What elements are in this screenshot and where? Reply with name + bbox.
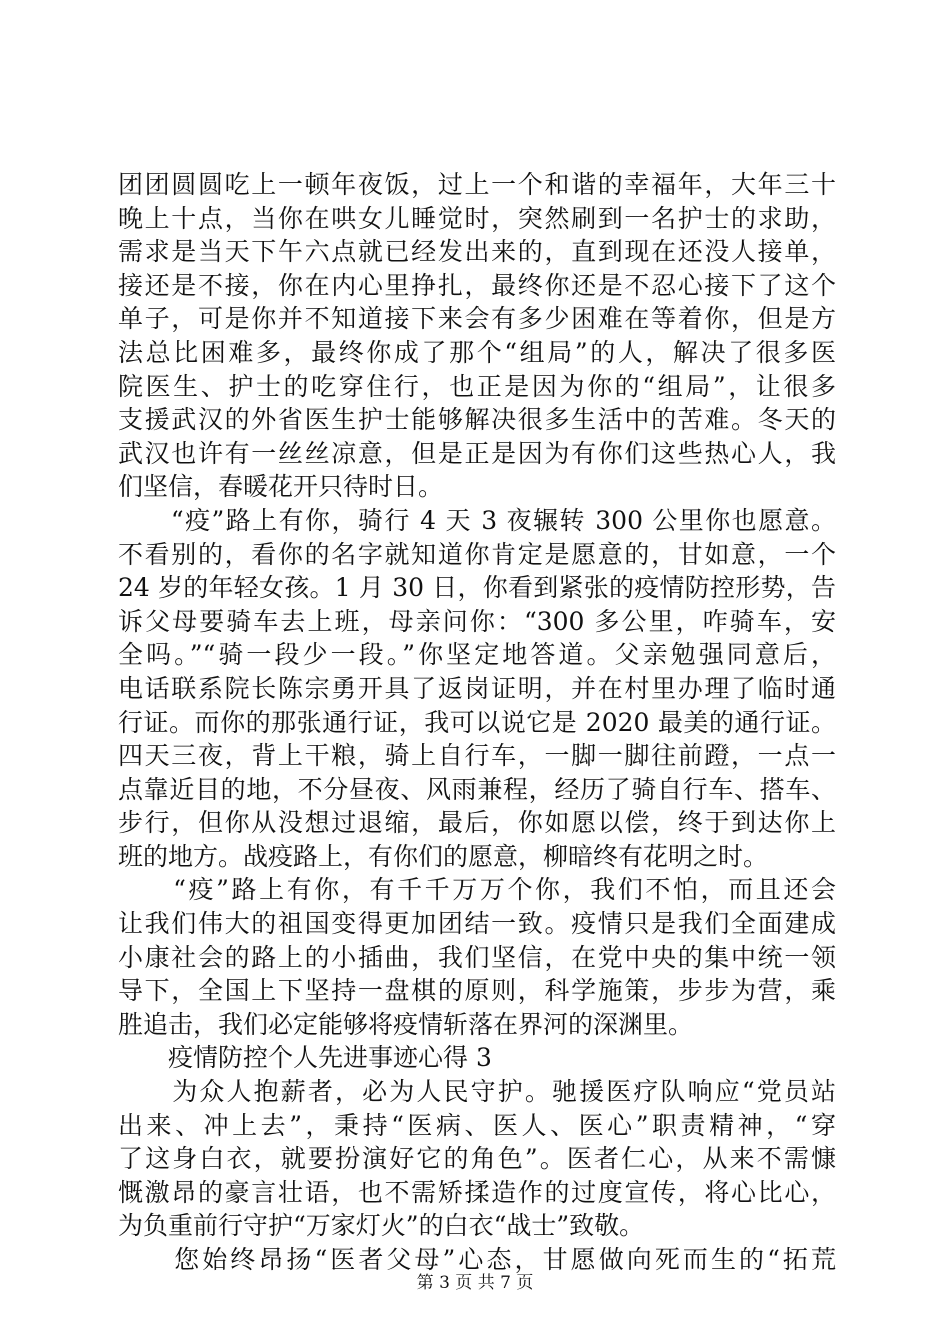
text-line: 支援武汉的外省医生护士能够解决很多生活中的苦难。冬天的 [118, 405, 836, 435]
text-line: 武汉也许有一丝丝凉意，但是正是因为有你们这些热心人，我 [118, 438, 836, 468]
text-line: 点靠近目的地，不分昼夜、风雨兼程，经历了骑自行车、搭车、 [118, 774, 836, 804]
text-line: 诉父母要骑车去上班，母亲问你：“300 多公里，咋骑车，安 [118, 606, 836, 636]
text-line: 让我们伟大的祖国变得更加团结一致。疫情只是我们全面建成 [118, 909, 836, 939]
text-line: 导下，全国上下坚持一盘棋的原则，科学施策，步步为营，乘 [118, 976, 836, 1006]
text-line: 24 岁的年轻女孩。1 月 30 日，你看到紧张的疫情防控形势，告 [118, 573, 836, 603]
text-line: 行证。而你的那张通行证，我可以说它是 2020 最美的通行证。 [118, 707, 836, 737]
text-line: “疫”路上有你，有千千万万个你，我们不怕，而且还会 [118, 875, 836, 905]
page-footer: 第 3 页 共 7 页 [416, 1273, 534, 1293]
text-line: 胜追击，我们必定能够将疫情斩落在界河的深渊里。 [118, 1009, 694, 1039]
section-heading: 疫情防控个人先进事迹心得 3 [118, 1043, 492, 1073]
text-line: 不看别的，看你的名字就知道你肯定是愿意的，甘如意，一个 [118, 539, 836, 569]
text-line: “疫”路上有你，骑行 4 天 3 夜辗转 300 公里你也愿意。 [118, 505, 836, 535]
text-line: 需求是当天下午六点就已经发出来的，直到现在还没人接单， [118, 237, 836, 267]
text-line: 四天三夜，背上干粮，骑上自行车，一脚一脚往前蹬，一点一 [118, 741, 836, 771]
text-line: 为负重前行守护“万家灯火”的白衣“战士”致敬。 [118, 1211, 645, 1241]
text-line: 全吗。”“骑一段少一段。”你坚定地答道。父亲勉强同意后， [118, 640, 836, 670]
text-line: 单子，可是你并不知道接下来会有多少困难在等着你，但是方 [118, 304, 836, 334]
text-line: 晚上十点，当你在哄女儿睡觉时，突然刷到一名护士的求助， [118, 203, 836, 233]
text-line: 您始终昂扬“医者父母”心态，甘愿做向死而生的“拓荒 [118, 1245, 836, 1274]
text-line: 班的地方。战疫路上，有你们的愿意，柳暗终有花明之时。 [118, 841, 769, 871]
text-line: 接还是不接，你在内心里挣扎，最终你还是不忍心接下了这个 [118, 270, 836, 300]
text-line: 出来、冲上去”，秉持“医病、医人、医心”职责精神，“穿 [118, 1110, 836, 1140]
text-line: 了这身白衣，就要扮演好它的角色”。医者仁心，从来不需慷 [118, 1144, 836, 1174]
text-line: 法总比困难多，最终你成了那个“组局”的人，解决了很多医 [118, 337, 836, 367]
text-line: 们坚信，春暖花开只待时日。 [118, 472, 444, 502]
document-body [118, 168, 836, 1277]
text-line: 小康社会的路上的小插曲，我们坚信，在党中央的集中统一领 [118, 942, 836, 972]
text-line: 电话联系院长陈宗勇开具了返岗证明，并在村里办理了临时通 [118, 673, 836, 703]
text-line: 团团圆圆吃上一顿年夜饭，过上一个和谐的幸福年，大年三十 [118, 170, 836, 199]
text-line: 步行，但你从没想过退缩，最后，你如愿以偿，终于到达你上 [118, 808, 836, 838]
text-line: 为众人抱薪者，必为人民守护。驰援医疗队响应“党员站 [118, 1077, 836, 1107]
text-line: 院医生、护士的吃穿住行，也正是因为你的“组局”，让很多 [118, 371, 836, 401]
text-line: 慨激昂的豪言壮语，也不需矫揉造作的过度宣传，将心比心， [118, 1177, 836, 1207]
